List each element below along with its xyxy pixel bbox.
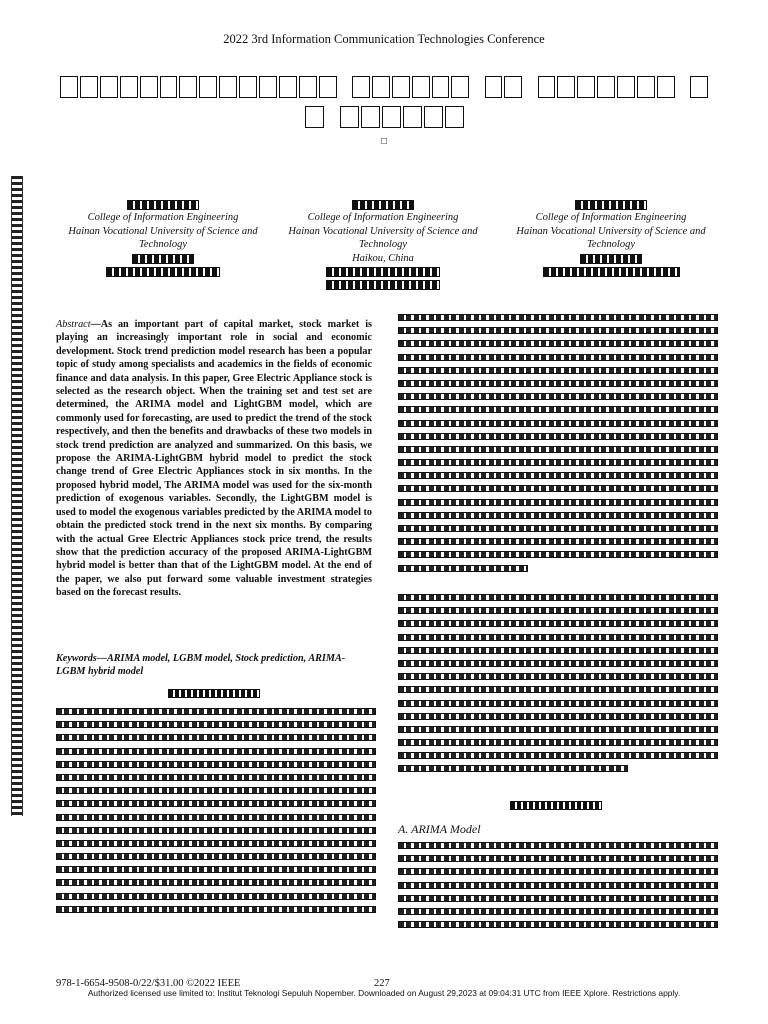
title-glyph (372, 76, 390, 98)
text-line (398, 393, 718, 400)
title-space (677, 76, 688, 98)
title-glyph (403, 106, 422, 128)
text-line (56, 721, 376, 728)
text-line (398, 340, 718, 347)
text-line (398, 673, 718, 680)
text-line (398, 765, 628, 772)
author-institution-2: Hainan Vocational University of Science and Technology (288, 225, 478, 250)
text-line (398, 713, 718, 720)
title-glyph (424, 106, 443, 128)
author-block-1 (48, 200, 278, 278)
text-line (398, 314, 718, 321)
text-line (56, 734, 376, 741)
section-heading-introduction-glyphs (168, 689, 260, 698)
title-glyph (120, 76, 138, 98)
author-affiliation-1: College of Information Engineering (87, 212, 239, 223)
section-heading-models-glyphs (510, 801, 602, 810)
title-glyph (445, 106, 464, 128)
side-arxiv-strip (11, 176, 23, 816)
title-glyph (199, 76, 217, 98)
title-glyph (259, 76, 277, 98)
author-email-2a (326, 267, 440, 277)
author-affiliation-3: College of Information Engineering (535, 212, 687, 223)
text-line (56, 800, 376, 807)
title-space (471, 76, 482, 98)
title-glyph (657, 76, 675, 98)
text-line (398, 647, 718, 654)
author-institution-1: Hainan Vocational University of Science and Technology (68, 225, 258, 250)
title-glyph (557, 76, 575, 98)
text-line (398, 525, 718, 532)
title-glyph (451, 76, 469, 98)
title-glyph (432, 76, 450, 98)
title-glyph (340, 106, 359, 128)
author-name-3 (575, 200, 647, 210)
title-glyph (299, 76, 317, 98)
title-glyph (382, 106, 401, 128)
text-line (398, 565, 528, 572)
title-glyph (239, 76, 257, 98)
title-glyph (690, 76, 708, 98)
text-line (398, 882, 718, 889)
text-line (398, 485, 718, 492)
text-line (398, 538, 718, 545)
abstract (56, 318, 372, 600)
author-institution-3: Hainan Vocational University of Science and Technology (516, 225, 706, 250)
title-glyph (637, 76, 655, 98)
text-line (56, 774, 376, 781)
text-line (398, 512, 718, 519)
title-mark: □ (380, 136, 388, 147)
author-city-3 (580, 254, 642, 264)
text-line (56, 906, 376, 913)
text-line (56, 866, 376, 873)
text-line (56, 879, 376, 886)
keywords: Keywords—ARIMA model, LGBM model, Stock prediction, ARIMA-LGBM hybrid model (56, 653, 346, 678)
title-glyph (305, 106, 324, 128)
author-email-2b (326, 280, 440, 290)
text-line (56, 708, 376, 715)
author-affiliation-2: College of Information Engineering (307, 212, 459, 223)
title-glyph (80, 76, 98, 98)
text-line (398, 327, 718, 334)
title-space (524, 76, 535, 98)
text-line (398, 607, 718, 614)
text-line (56, 787, 376, 794)
page-number: 227 (374, 978, 390, 989)
title-glyph (392, 76, 410, 98)
title-glyph (140, 76, 158, 98)
text-line (398, 459, 718, 466)
text-line (398, 594, 718, 601)
text-line (398, 660, 718, 667)
title-line-2 (60, 106, 708, 128)
text-line (398, 726, 718, 733)
title-glyph (319, 76, 337, 98)
title-glyph (100, 76, 118, 98)
conference-header: 2022 3rd Information Communication Technologies Conference (223, 32, 545, 46)
text-line (56, 814, 376, 821)
title-glyph (538, 76, 556, 98)
text-line (398, 921, 718, 928)
title-glyph (504, 76, 522, 98)
text-line (398, 446, 718, 453)
text-line (398, 433, 718, 440)
text-line (56, 853, 376, 860)
author-city-1 (132, 254, 194, 264)
text-line (398, 752, 718, 759)
section-heading-introduction (56, 688, 372, 699)
text-line (398, 551, 718, 558)
section-heading-models (398, 800, 714, 811)
title-glyph (617, 76, 635, 98)
title-glyph (485, 76, 503, 98)
text-line (56, 893, 376, 900)
text-line (56, 840, 376, 847)
title-line-1 (60, 76, 708, 98)
text-line (398, 686, 718, 693)
text-line (56, 827, 376, 834)
title-glyph (352, 76, 370, 98)
title-glyph (361, 106, 380, 128)
author-city-2: Haikou, China (352, 252, 414, 264)
author-block-2 (268, 200, 498, 291)
text-line (398, 472, 718, 479)
text-line (398, 420, 718, 427)
author-email-3 (543, 267, 680, 277)
title-glyph (412, 76, 430, 98)
title-glyph (60, 76, 78, 98)
title-space (326, 106, 338, 128)
introduction-text (56, 708, 376, 919)
text-line (398, 406, 718, 413)
right-column-text-1 (398, 314, 718, 578)
text-line (56, 748, 376, 755)
text-line (398, 868, 718, 875)
text-line (398, 842, 718, 849)
text-line (398, 739, 718, 746)
author-name-2 (352, 200, 414, 210)
text-line (398, 499, 718, 506)
text-line (398, 634, 718, 641)
author-email-1 (106, 267, 220, 277)
text-line (398, 855, 718, 862)
text-line (398, 380, 718, 387)
text-line (398, 895, 718, 902)
title-glyph (279, 76, 297, 98)
abstract-lead: Abstract (56, 319, 91, 330)
paper-title (60, 76, 708, 147)
text-line (56, 761, 376, 768)
text-line (398, 367, 718, 374)
title-space (339, 76, 350, 98)
arima-text (398, 842, 718, 934)
footer-isbn: 978-1-6654-9508-0/22/$31.00 ©2022 IEEE (56, 978, 241, 989)
subsection-heading: A. ARIMA Model (398, 822, 481, 836)
text-line (398, 354, 718, 361)
title-glyph (597, 76, 615, 98)
text-line (398, 620, 718, 627)
footer-license-note: Authorized licensed use limited to: Institut Teknologi Sepuluh Nopember. Downloaded on August 29,2023 at 09:04:31 UTC from IEEE Xplore. Restrictions apply. (87, 988, 681, 998)
abstract-text: —As an important part of capital market, stock market is playing an increasingly important role in social and economic development. Stock trend prediction model research has been a popular topic of study among specialists and academics in the fields of economic finance and data analysis. In this paper, Gree Electric Appliance stock is selected as the research object. When the training set and test set are determined, the ARIMA model and LightGBM model, which are commonly used for forecasting, are used to predict the trend of the stock respectively, and then the benefits and drawbacks of these two models in stock trend prediction are analyzed and summarized. On this basis, we propose the ARIMA-LightGBM hybrid model to predict the stock change trend of Gree Electric Appliances stock in six months. In the proposed hybrid model, The ARIMA model was used for the six-month prediction of exogenous variables. Secondly, the LightGBM model is used to model the exogenous variables predicted by the ARIMA model to obtain the predicted stock trend in the next six months. By comparing with the actual Gree Electric Appliances stock price trend, the results show that the prediction accuracy of the proposed ARIMA-LightGBM hybrid model is better than that of the LightGBM model. At the end of the paper, we also put forward some valuable investment strategies based on the forecast results. (56, 319, 372, 599)
author-name-1 (127, 200, 199, 210)
title-glyph (179, 76, 197, 98)
right-column-text-2 (398, 594, 718, 779)
text-line (398, 908, 718, 915)
title-glyph (160, 76, 178, 98)
title-glyph (577, 76, 595, 98)
title-glyph (219, 76, 237, 98)
text-line (398, 700, 718, 707)
author-block-3 (496, 200, 726, 278)
